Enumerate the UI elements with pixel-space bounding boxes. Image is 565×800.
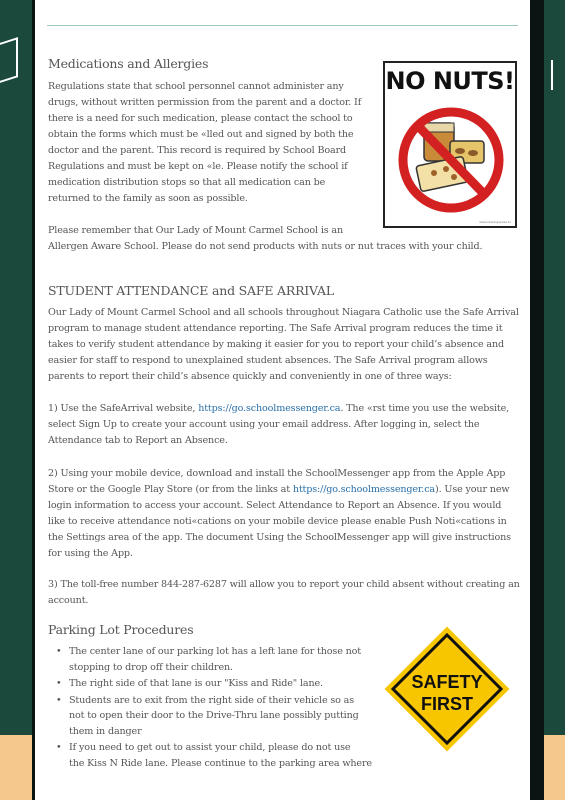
- top-divider: [47, 25, 518, 26]
- attendance-intro-line: takes to verify student attendance by making it easier for you to report your child’s absence and: [48, 339, 504, 350]
- option2-line: 2) Using your mobile device, download and install the SchoolMessenger app from the Apple App: [48, 468, 506, 479]
- schoolmessenger-link[interactable]: https://go.schoolmessenger.ca: [198, 403, 341, 414]
- medications-line: drugs, without written permission from the parent and a doctor. If: [48, 97, 362, 108]
- parking-list-item: [56, 644, 376, 675]
- option2-prefix: Store or the Google Play Store (or from the links at: [48, 484, 293, 495]
- medications-line: doctor and the parent. This record is required by School Board: [48, 145, 347, 156]
- option3-line: account.: [48, 595, 89, 606]
- medications-line: medication distribution stops so that all medication can be: [48, 177, 326, 188]
- background-bottom-left: [0, 735, 32, 800]
- attendance-heading: STUDENT ATTENDANCE and SAFE ARRIVAL: [48, 283, 334, 298]
- attendance-option-website: [48, 401, 520, 449]
- safety-sign-line2: FIRST: [421, 694, 473, 714]
- parking-list-item: [56, 676, 376, 692]
- no-nuts-image: [383, 61, 517, 228]
- safety-first-sign-icon: [384, 626, 510, 752]
- parking-list-item: [56, 740, 376, 771]
- option2-line: the Settings area of the app. The document Using the SchoolMessenger app will give instructions: [48, 532, 511, 543]
- chalk-doodle-right: [551, 60, 561, 90]
- medications-line: Regulations state that school personnel cannot administer any: [48, 81, 344, 92]
- option1-prefix: 1) Use the SafeArrival website,: [48, 403, 199, 414]
- safety-sign-line1: SAFETY: [411, 672, 483, 692]
- option3-line: 3) The toll-free number 844-287-6287 will allow you to report your child absent without creating an: [48, 579, 520, 590]
- no-nuts-title: NO NUTS!: [385, 67, 515, 95]
- option1-suffix: . The «rst time you use the website,: [340, 403, 510, 414]
- parking-list-item: [56, 693, 376, 740]
- parking-heading: Parking Lot Procedures: [48, 622, 194, 637]
- option1-line: Attendance tab to Report an Absence.: [48, 435, 228, 446]
- medications-heading: Medications and Allergies: [48, 56, 209, 71]
- option2-line: login information to access your account. Select Attendance to Report an Absence. If you would: [48, 500, 502, 511]
- medications-line: there is a need for such medication, please contact the school to: [48, 113, 353, 124]
- parking-item-line: them in danger: [69, 725, 142, 737]
- paper-shadow-right: [530, 0, 544, 800]
- parking-item-line: Students are to exit from the right side of their vehicle so as: [69, 694, 355, 706]
- allergen-line: Allergen Aware School. Please do not send products with nuts or nut traces with your child.: [48, 241, 483, 252]
- option1-line: select Sign Up to create your account using your email address. After logging in, select the: [48, 419, 480, 430]
- attendance-intro-line: parents to report their child’s absence quickly and conveniently in one of three ways:: [48, 371, 452, 382]
- option2-line: like to receive attendance noti«cations on your mobile device please enable Push Noti«cations in: [48, 516, 507, 527]
- schoolmessenger-app-link[interactable]: https://go.schoolmessenger.ca: [292, 484, 435, 495]
- parking-item-line: the Kiss N Ride lane. Please continue to the parking area where: [69, 757, 372, 769]
- allergen-line: Please remember that Our Lady of Mount Carmel School is an: [48, 225, 344, 236]
- option2-suffix: ). Use your new: [435, 484, 510, 495]
- attendance-intro-line: Our Lady of Mount Carmel School and all schools throughout Niagara Catholic use the Safe Arrival: [48, 307, 519, 318]
- chalk-doodle-left: [0, 37, 18, 83]
- attendance-intro-line: easier for staff to respond to unexplained student absences. The Safe Arrival program allows: [48, 355, 488, 366]
- medications-line: returned to the family as soon as possible.: [48, 193, 248, 204]
- medications-line: obtain the forms which must be «lled out and signed by both the: [48, 129, 354, 140]
- image-credit: www.makingsense.tv: [479, 220, 511, 224]
- chalkboard-left-edge: [0, 0, 32, 735]
- no-nuts-prohibition-icon: [394, 101, 508, 219]
- parking-item-line: stopping to drop off their children.: [69, 661, 233, 673]
- parking-item-line: not to open their door to the Drive-Thru lane possibly putting: [69, 710, 359, 721]
- newsletter-page: [35, 0, 530, 800]
- medications-line: Regulations and must be kept on «le. Please notify the school if: [48, 161, 348, 172]
- attendance-option-app: [48, 466, 520, 562]
- parking-list: [56, 644, 376, 772]
- parking-item-line: If you need to get out to assist your child, please do not use: [69, 742, 351, 753]
- attendance-option-phone: [48, 577, 520, 609]
- attendance-intro-line: program to manage student attendance reporting. The Safe Arrival program reduces the time it: [48, 323, 503, 334]
- parking-item-line: The center lane of our parking lot has a left lane for those not: [69, 646, 361, 657]
- option2-line: for using the App.: [48, 548, 133, 559]
- attendance-intro: [48, 305, 520, 385]
- medications-paragraph: [48, 79, 363, 207]
- parking-item-line: The right side of that lane is our "Kiss and Ride" lane.: [69, 678, 323, 689]
